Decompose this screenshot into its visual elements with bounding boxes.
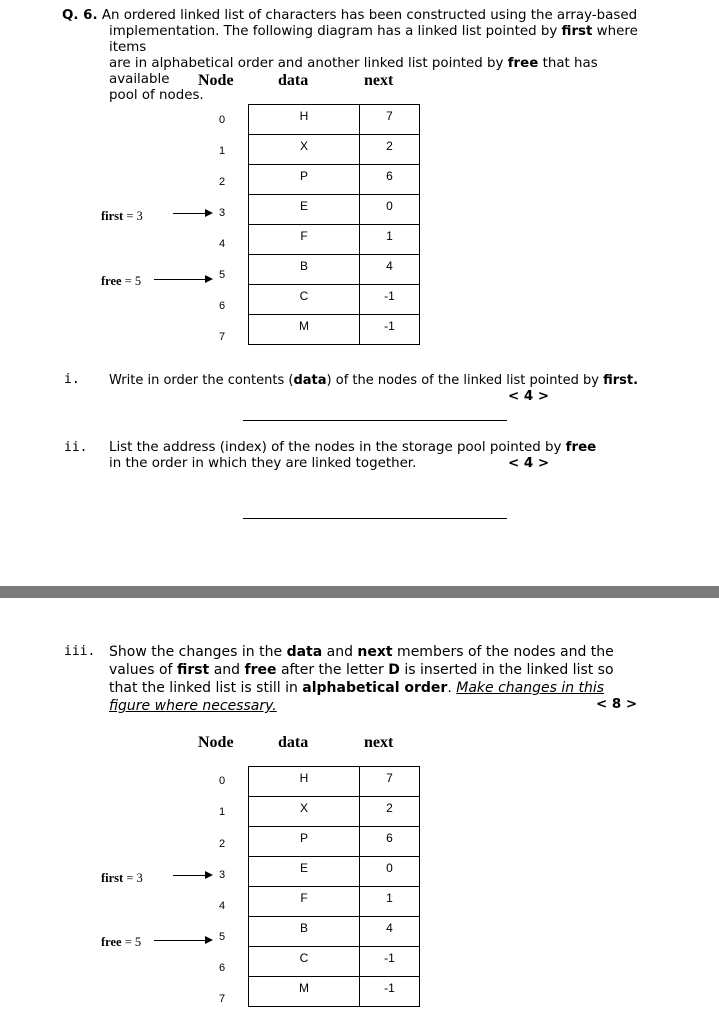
node-index: 3 — [218, 207, 226, 219]
next-cell[interactable]: -1 — [360, 947, 420, 977]
part-ii-marks: < 4 > — [508, 456, 550, 471]
data-cell[interactable]: E — [249, 857, 360, 887]
next-cell[interactable]: 0 — [360, 857, 420, 887]
table-row — [249, 285, 420, 315]
part-iii-label: iii. — [64, 644, 96, 659]
page-divider — [0, 586, 719, 598]
part-i-label: i. — [64, 372, 80, 387]
next-cell[interactable]: -1 — [360, 285, 420, 315]
data-header: data — [278, 72, 309, 89]
table-row — [249, 977, 420, 1007]
node-index: 2 — [218, 176, 226, 188]
first-pointer-label-2[interactable]: first = 3 — [101, 871, 143, 885]
node-index: 0 — [218, 775, 226, 787]
table-row — [249, 917, 420, 947]
node-index: 4 — [218, 238, 226, 250]
data-cell[interactable]: C — [249, 285, 360, 315]
data-cell[interactable]: C — [249, 947, 360, 977]
part-i-marks: < 4 > — [508, 389, 550, 404]
node-table-editable — [248, 766, 420, 1007]
next-cell[interactable]: 6 — [360, 165, 420, 195]
first-pointer-arrow — [173, 213, 206, 214]
table-row — [249, 225, 420, 255]
data-cell[interactable]: H — [249, 767, 360, 797]
part-ii-label: ii. — [64, 440, 88, 455]
next-cell[interactable]: 4 — [360, 255, 420, 285]
next-header: next — [364, 72, 394, 89]
next-cell[interactable]: 1 — [360, 887, 420, 917]
free-pointer-label-2[interactable]: free = 5 — [101, 935, 142, 949]
part-ii-answer-line[interactable] — [243, 518, 507, 519]
intro-line-4: pool of nodes. — [109, 88, 204, 103]
node-index: 6 — [218, 300, 226, 312]
node-index: 5 — [218, 269, 226, 281]
next-cell[interactable]: 4 — [360, 917, 420, 947]
data-cell[interactable]: P — [249, 165, 360, 195]
data-cell[interactable]: M — [249, 977, 360, 1007]
part-ii-text: List the address (index) of the nodes in the storage pool pointed by free in the order in which they are linked together. — [109, 440, 597, 471]
data-cell[interactable]: B — [249, 255, 360, 285]
data-cell[interactable]: B — [249, 917, 360, 947]
free-arrow-head-icon-2 — [205, 936, 213, 944]
free-pointer-arrow — [154, 279, 206, 280]
data-cell[interactable]: X — [249, 797, 360, 827]
intro-line-1: Q. 6. An ordered linked list of characters has been constructed using the array-based — [62, 8, 638, 23]
table-row — [249, 195, 420, 225]
next-header-2: next — [364, 734, 394, 751]
node-header-2: Node — [198, 734, 234, 751]
node-index: 4 — [218, 900, 226, 912]
next-cell[interactable]: 1 — [360, 225, 420, 255]
next-cell[interactable]: 0 — [360, 195, 420, 225]
node-index: 5 — [218, 931, 226, 943]
table-row — [249, 797, 420, 827]
data-cell[interactable]: P — [249, 827, 360, 857]
data-cell[interactable]: E — [249, 195, 360, 225]
node-index: 0 — [218, 114, 226, 126]
node-index: 3 — [218, 869, 226, 881]
next-cell[interactable]: 2 — [360, 135, 420, 165]
table-row — [249, 315, 420, 345]
next-cell[interactable]: -1 — [360, 977, 420, 1007]
part-i-text: Write in order the contents (data) of the nodes of the linked list pointed by first. — [109, 373, 639, 388]
part-i-answer-line[interactable] — [243, 420, 507, 421]
question-number: Q. 6. — [62, 8, 98, 23]
table-row — [249, 827, 420, 857]
next-cell[interactable]: 7 — [360, 767, 420, 797]
question-intro — [62, 8, 662, 104]
part-iii-text: Show the changes in the data and next members of the nodes and the values of first and free after the letter D is inserted in the linked list so that the linked list is still in alphabetical order. Make changes in this figure where necessary. — [109, 644, 614, 714]
node-index: 7 — [218, 993, 226, 1005]
table-row — [249, 105, 420, 135]
table-row — [249, 947, 420, 977]
table-row — [249, 135, 420, 165]
next-cell[interactable]: -1 — [360, 315, 420, 345]
free-arrow-head-icon — [205, 275, 213, 283]
table-row — [249, 857, 420, 887]
data-cell[interactable]: F — [249, 225, 360, 255]
free-pointer-label: free = 5 — [101, 274, 142, 288]
node-index: 7 — [218, 331, 226, 343]
intro-line-3: are in alphabetical order and another linked list pointed by free that has available — [109, 56, 598, 87]
data-cell[interactable]: X — [249, 135, 360, 165]
next-cell[interactable]: 7 — [360, 105, 420, 135]
node-index: 1 — [218, 145, 226, 157]
table-row — [249, 767, 420, 797]
node-index: 2 — [218, 838, 226, 850]
node-table — [248, 104, 420, 345]
node-header: Node — [198, 72, 234, 89]
node-index: 6 — [218, 962, 226, 974]
node-index: 1 — [218, 806, 226, 818]
next-cell[interactable]: 6 — [360, 827, 420, 857]
data-cell[interactable]: H — [249, 105, 360, 135]
data-header-2: data — [278, 734, 309, 751]
part-iii-marks: < 8 > — [596, 697, 638, 712]
data-cell[interactable]: F — [249, 887, 360, 917]
first-pointer-label: first = 3 — [101, 209, 143, 223]
first-arrow-head-icon — [205, 209, 213, 217]
table-row — [249, 255, 420, 285]
next-cell[interactable]: 2 — [360, 797, 420, 827]
free-pointer-arrow-2 — [154, 940, 206, 941]
table-row — [249, 887, 420, 917]
first-pointer-arrow-2 — [173, 875, 206, 876]
table-row — [249, 165, 420, 195]
data-cell[interactable]: M — [249, 315, 360, 345]
first-arrow-head-icon-2 — [205, 871, 213, 879]
intro-line-2: implementation. The following diagram has a linked list pointed by first where items — [109, 24, 638, 55]
